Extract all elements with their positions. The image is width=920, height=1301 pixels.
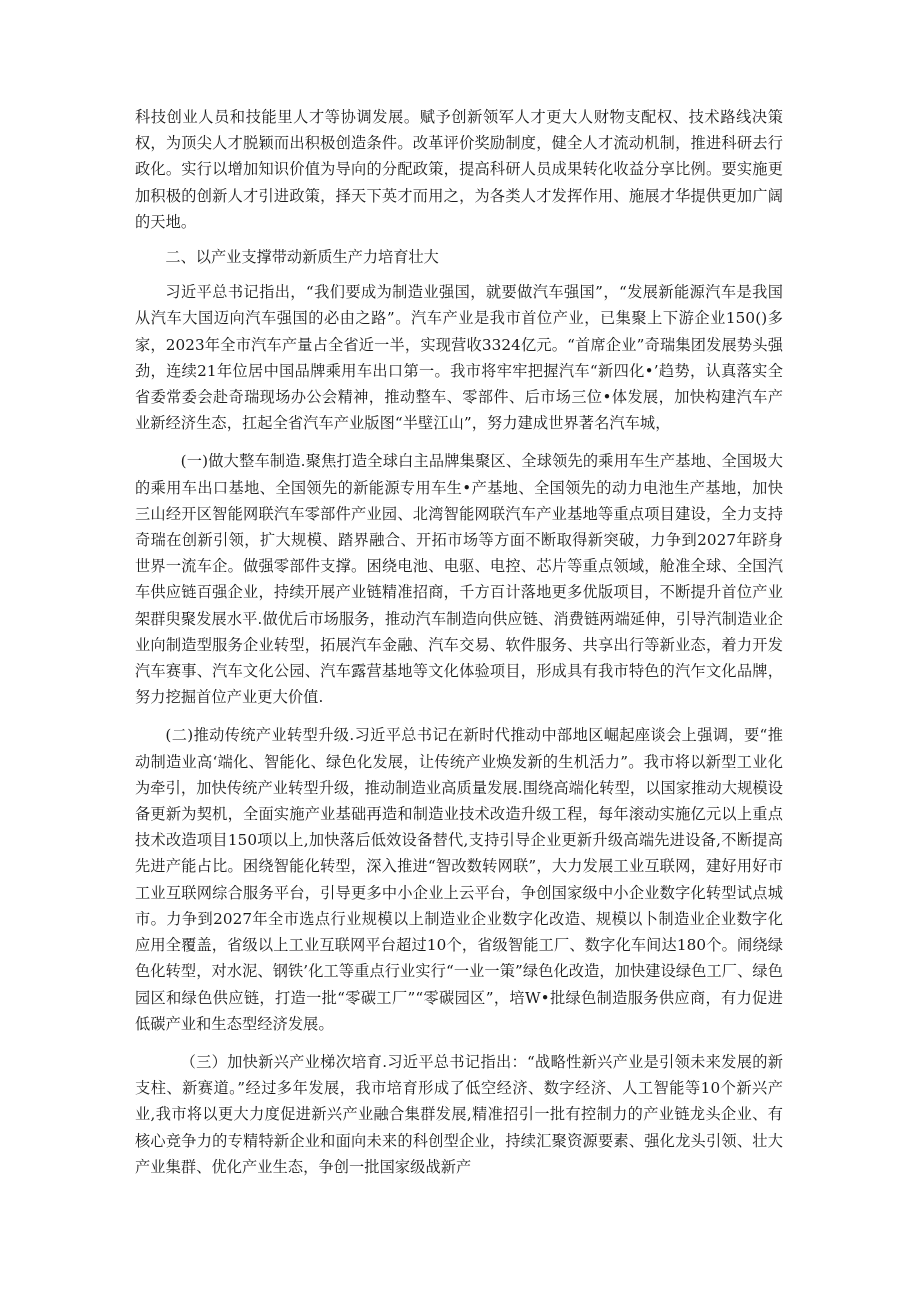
spacer [135,270,783,279]
paragraph-auto-industry: 习近平总书记指出，“我们要成为制造业强国，就要做汽车强国”，“发展新能源汽车是我国从汽车大国迈向汽车强国的必由之路”。汽车产业是我市首位产业，已集聚上下游企业150()多家，2023年全市汽车产量占全省近一半，实现营收3324亿元。“首席企业”奇瑞集团发展势头强劲，连续21年位居中国品牌乘用车出口第一。我市将牢牢把握汽车“新四化•’趋势，认真落实全省委常委会赴奇瑞现场办公会精神，推动整车、零部件、后市场三位•体发展，加快构建汽车产业新经济生态，扛起全省汽车产业版图“半壁江山”，努力建成世界著名汽车城， [135,283,783,433]
paragraph-traditional-industry-upgrade: (二)推动传统产业转型升级.习近平总书记在新时代推动中部地区崛起座谈会上强调，要“推动制造业高‘端化、智能化、绿色化发展，让传统产业焕发新的生机活力”。我市将以新型工业化为牵引，加快传统产业转型升级，推动制造业高质量发展.围绕高端化转型，以国家推动大规模设备更新为契机，全面实施产业基础再造和制造业技术改造升级工程，每年滚动实施亿元以上重点技术改造项目150项以上,加快落后低效设备替代,支持引导企业更新升级高端先进设备,不断提高先进产能占比。困绕智能化转型，深入推进“智改数转网联”，大力发展工业互联网，建好用好市工业互联网综合服务平台，引导更多中小企业上云平台，争创国家级中小企业数字化转型试点城市。力争到2027年全市选点行业规模以上制造业企业数字化改造、规模以卜制造业企业数字化应用全覆盖，省级以上工业互联网平台超过10个，省级智能工厂、数字化车间达180个。闹绕绿色化转型，对水泥、钢铁’化工等重点行业实行“一业一策”绿色化改造，加快建设绿色工厂、绿色园区和绿色供应链，打造一批“零碳工厂”“零碳园区”，培W•批绿色制造服务供应商，有力促进低碳产业和生态型经济发展。 [135,726,783,1033]
paragraph-vehicle-manufacturing: (一)做大整车制造.聚焦打造全球白主品牌集聚区、全球领先的乘用车生产基地、全国圾大的乘用车出口基地、全国领先的新能源专用车生•产基地、全国领先的动力电池生产基地，加快三山经开区智能网联汽车零部件产业园、北湾智能网联汽车产业基地等重点项目建设，全力支持奇瑞在创新引领，扩大规模、踏界融合、开拓市场等方面不断取得新突破，力争到2027年跻身世界一流车企。做强零部件支撑。困绕电池、电驱、电控、芯片等重点领域，舱准全球、全国汽车供应链百强企业，持续开展产业链精准招商，千方百计落地更多优版项目，不断提升首位产业架群臾聚发展水平.做优后市场服务，推动汽车制造向供应链、消费链两端延伸，引导汽制造业企业向制造型服务企业转型，拓展汽车金融、汽车交易、软件服务、共享出行等新业态，着力开发汽车赛事、汽车文化公园、汽车露营基地等文化体验项目，形成具有我市特色的汽乍文化品牌，努力挖掘首位产业更大价值. [135,452,783,707]
spacer [135,436,783,448]
section-heading-industry-support: 二、以产业支撑带动新质生产力培育壮大 [165,248,439,267]
spacer [135,235,783,244]
paragraph-talent-development: 科技创业人员和技能里人才等协调发展。赋予创新领军人才更大人财物支配权、技术路线决策权，为顶尖人才脱颖而出积极创造条件。改革评价奖励制度，健全人才流动机制，推进科研去行政化。实行以增加知识价值为导向的分配政策，提高科研人员成果转化收益分享比例。要实施更加积极的创新人才引进政策，择天下英才而用之，为各类人才发挥作用、施展才华提供更加广阔的天地。 [135,108,783,231]
spacer [135,1037,783,1049]
spacer [135,710,783,722]
paragraph-emerging-industries: （三）加快新兴产业梯次培育.习近平总书记指出：“战略性新兴产业是引领未来发展的新支柱、新赛道。”经过多年发展，我市培育形成了低空经济、数字经济、人工智能等10个新兴产业,我市将以更大力度促进新兴产业融合集群发展,精准招引一批有控制力的产业链龙头企业、有核心竞争力的专精特新企业和面向未来的科创型企业，持续汇聚资源要素、强化龙头引领、壮大产业集群、优化产业生态，争创一批国家级战新产 [135,1052,783,1176]
document-page [135,104,783,1180]
